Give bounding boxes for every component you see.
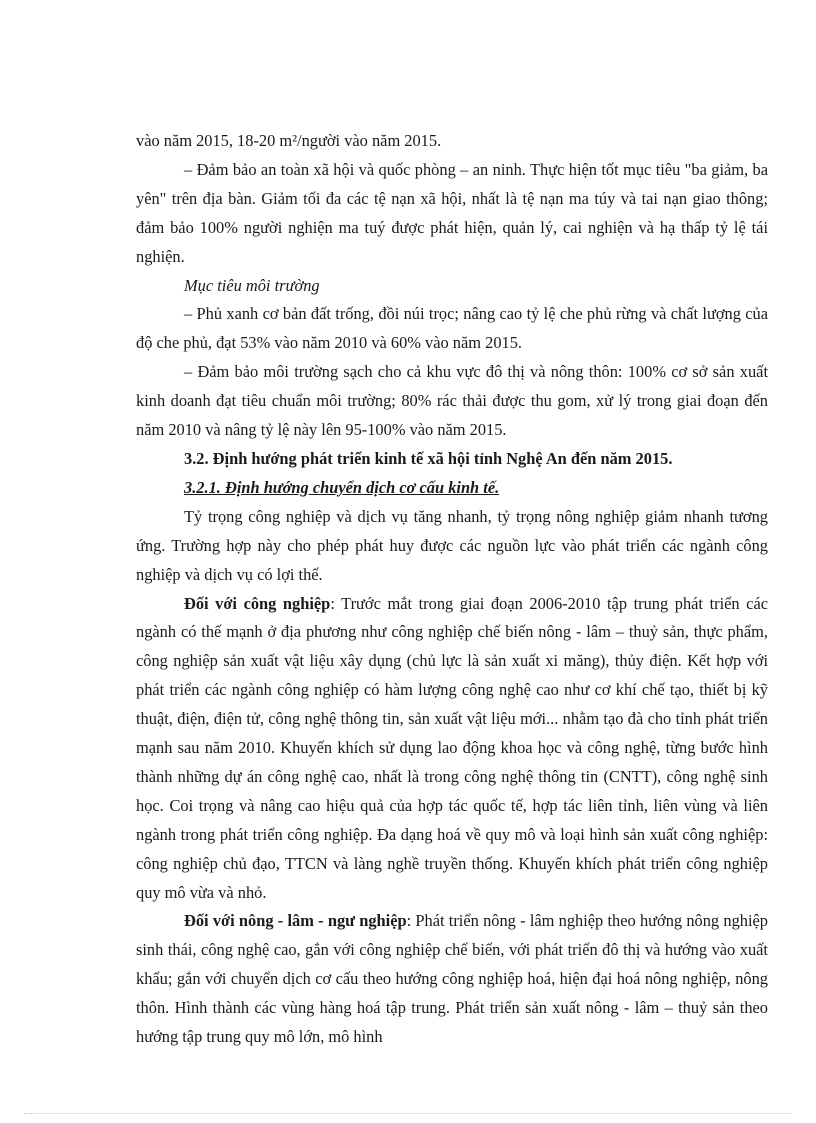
paragraph-structure-shift: Tỷ trọng công nghiệp và dịch vụ tăng nhanh, tỷ trọng nông nghiệp giảm nhanh tương ứng. Trường hợp này cho phép phát huy được các nguồn lực vào phát triển các ngành công nghiệp và dịch vụ có lợi thế.	[136, 506, 768, 584]
paragraph-continuation: vào năm 2015, 18-20 m²/người vào năm 2015.	[136, 131, 442, 150]
industry-lead: Đối với công nghiệp	[184, 593, 331, 613]
section-heading-3-2: 3.2. Định hướng phát triển kinh tế xã hội tỉnh Nghệ An đến năm 2015.	[184, 448, 673, 468]
page-bottom-border	[24, 1113, 792, 1114]
agriculture-lead: Đối với nông - lâm - ngư nghiệp	[184, 911, 407, 931]
industry-text: : Trước mắt trong giai đoạn 2006-2010 tập trung phát triển các ngành có thế mạnh ở địa phương như công nghiệp chế biến nông - lâm – thuỷ sản, thực phẩm, công nghiệp sản xuất vật liệu xây dụng (chủ lực là sản xuất xi măng), thủy điện. Kết hợp với phát triển các ngành công nghiệp có hàm lượng công nghệ cao như cơ khí chế tạo, thiết bị kỹ thuật, điện, điện tử, công nghệ thông tin, sản xuất vật liệu mới... nhằm tạo đà cho tỉnh phát triển mạnh sau năm 2010. Khuyến khích sử dụng lao động khoa học và công nghệ, từng bước hình thành những dự án công nghệ cao, nhất là trong công nghệ thông tin (CNTT), công nghệ sinh học. Coi trọng và nâng cao hiệu quả của hợp tác quốc tế, hợp tác liên tỉnh, liên vùng và liên ngành trong phát triển công nghiệp. Đa dạng hoá về quy mô và loại hình sản xuất công nghiệp: công nghiệp chủ đạo, TTCN và làng nghề truyền thống. Khuyến khích phát triển công nghiệp quy mô vừa và nhỏ.	[136, 593, 769, 902]
agriculture-text: : Phát triển nông - lâm nghiệp theo hướng nông nghiệp sinh thái, công nghệ cao, gắn với công nghiệp chế biến, với phát triển đô thị và hướng vào xuất khẩu; gắn với chuyển dịch cơ cấu theo hướng công nghiệp hoá, hiện đại hoá nông nghiệp, nông thôn. Hình thành các vùng hàng hoá tập trung. Phát triển sản xuất nông - lâm – thuỷ sản theo hướng tập trung quy mô lớn, mô hình	[136, 911, 768, 1047]
page-body	[136, 127, 768, 1052]
paragraph-clean-environment: – Đảm bảo môi trường sạch cho cả khu vực đô thị và nông thôn: 100% cơ sở sản xuất kinh doanh đạt tiêu chuẩn môi trường; 80% rác thải được thu gom, xử lý trong giai đoạn đến năm 2010 và nâng tỷ lệ này lên 95-100% vào năm 2015.	[136, 362, 768, 440]
subheading-environment-goals: Mục tiêu môi trường	[184, 275, 320, 295]
paragraph-industry	[136, 590, 768, 908]
section-heading-3-2-1: 3.2.1. Định hướng chuyển dịch cơ cấu kinh tế.	[184, 477, 500, 497]
paragraph-agriculture	[136, 907, 768, 1052]
paragraph-security: – Đảm bảo an toàn xã hội và quốc phòng – an ninh. Thực hiện tốt mục tiêu "ba giảm, ba yên" trên địa bàn. Giảm tối đa các tệ nạn xã hội, nhất là tệ nạn ma túy và tai nạn giao thông; đảm bảo 100% người nghiện ma tuý được phát hiện, quản lý, cai nghiện và hạ thấp tỷ lệ tái nghiện.	[136, 159, 768, 266]
paragraph-forest-cover: – Phủ xanh cơ bản đất trống, đồi núi trọc; nâng cao tỷ lệ che phủ rừng và chất lượng của độ che phủ, đạt 53% vào năm 2010 và 60% vào năm 2015.	[136, 304, 768, 353]
